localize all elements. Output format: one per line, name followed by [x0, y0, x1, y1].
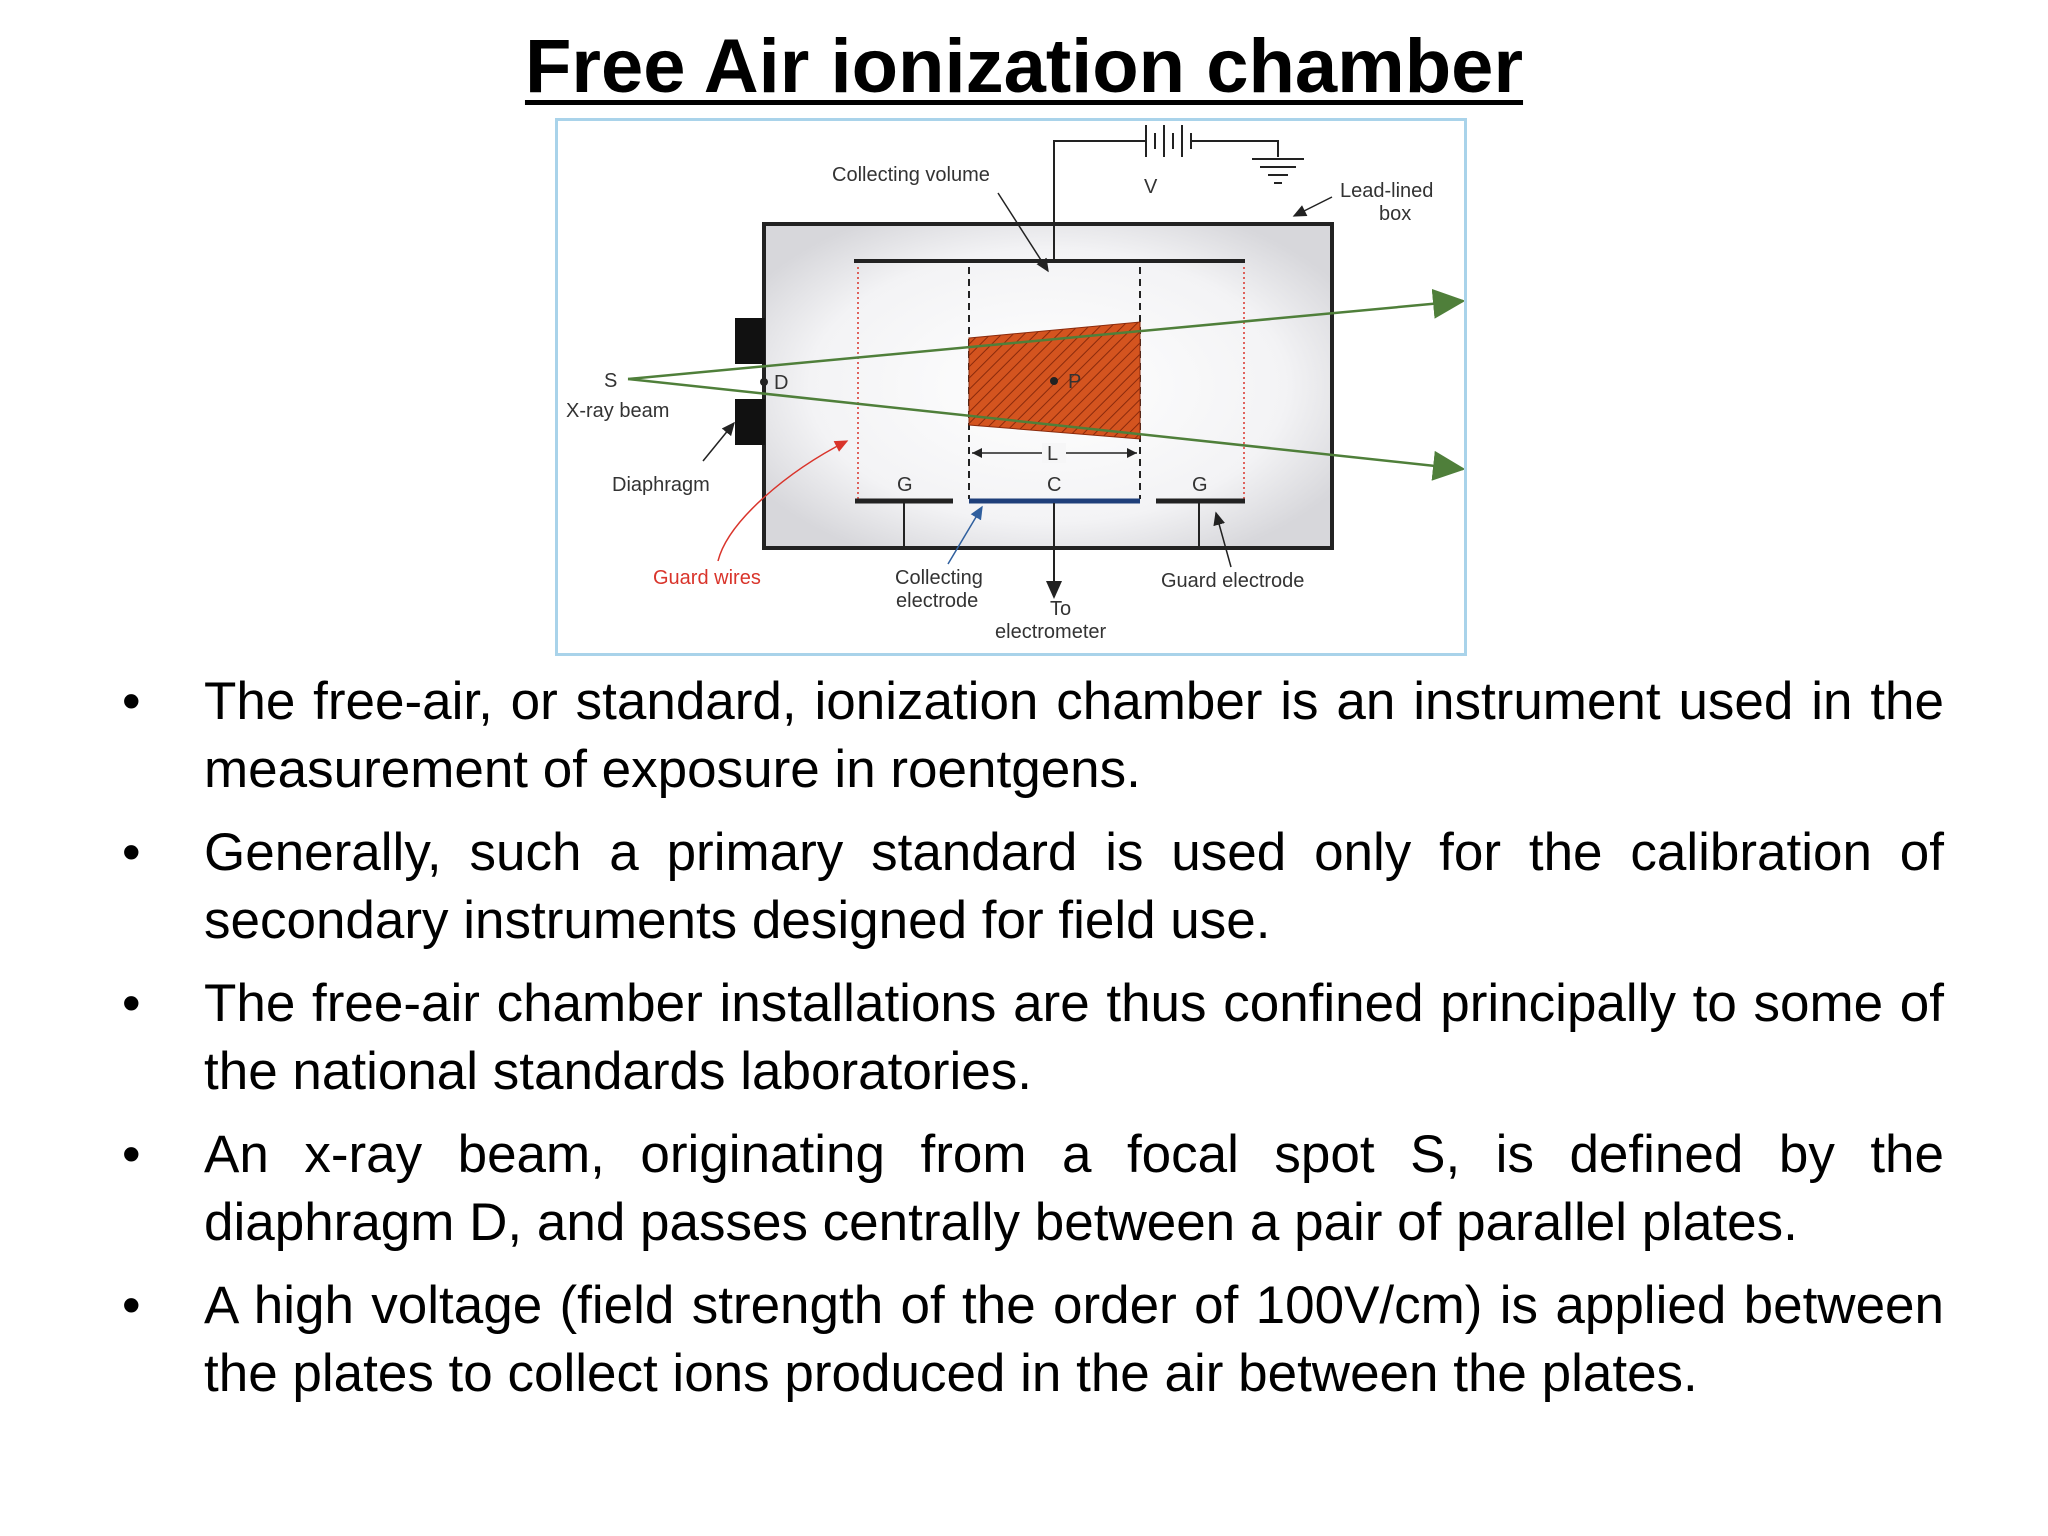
- slide-title-text: Free Air ionization chamber: [524, 24, 1524, 109]
- diagram-svg: [558, 121, 1464, 653]
- diaphragm-point-label: D: [774, 372, 789, 394]
- bullet-marker: •: [122, 974, 141, 1033]
- collecting-electrode-label-line1: Collecting: [895, 567, 983, 589]
- bullet-item: [112, 819, 1944, 955]
- to-electrometer-label-line1: To: [1050, 598, 1072, 620]
- bullet-text: The free-air, or standard, ionization chamber is an instrument used in the measurement of exposure in roentgens.: [204, 672, 1944, 799]
- slide-title: [0, 22, 2048, 112]
- guard-electrode-label: Guard electrode: [1161, 570, 1305, 592]
- bullet-marker: •: [122, 1276, 141, 1335]
- guard-right-label: G: [1192, 474, 1208, 496]
- diaphragm-point-dot: [760, 378, 768, 386]
- collecting-electrode-label-line2: electrode: [896, 590, 979, 612]
- bullet-marker: •: [122, 823, 141, 882]
- collecting-volume-label: Collecting volume: [832, 164, 990, 186]
- bullet-marker: •: [122, 1125, 141, 1184]
- point-p-dot: [1050, 377, 1058, 385]
- diaphragm-upper-block: [735, 318, 765, 364]
- bullet-text: The free-air chamber installations are thus confined principally to some of the national standards laboratories.: [204, 974, 1944, 1101]
- guard-wires-label: Guard wires: [653, 567, 761, 589]
- ground-icon: [1252, 159, 1304, 183]
- length-label: L: [1047, 443, 1059, 465]
- lead-lined-box-label-line1: Lead-lined: [1340, 180, 1434, 202]
- lead-lined-box-arrow: [1294, 197, 1332, 216]
- bullet-text: A high voltage (field strength of the order of 100V/cm) is applied between the plates to collect ions produced in the air between the plates.: [204, 1276, 1944, 1403]
- bullet-list: [112, 668, 1944, 1423]
- bullet-item: [112, 1272, 1944, 1408]
- xray-beam-label: X-ray beam: [566, 400, 670, 422]
- source-label: S: [604, 370, 618, 392]
- bullet-item: [112, 668, 1944, 804]
- guard-left-label: G: [897, 474, 913, 496]
- collector-label: C: [1047, 474, 1062, 496]
- ground-lead: [1191, 141, 1278, 157]
- bullet-item: [112, 1121, 1944, 1257]
- to-electrometer-label-line2: electrometer: [995, 621, 1107, 643]
- bullet-text: An x-ray beam, originating from a focal spot S, is defined by the diaphragm D, and passes centrally between a pair of parallel plates.: [204, 1125, 1944, 1252]
- bullet-text: Generally, such a primary standard is used only for the calibration of secondary instruments designed for field use.: [204, 823, 1944, 950]
- diaphragm-arrow: [703, 423, 734, 461]
- ionization-chamber-diagram: [555, 118, 1467, 656]
- battery-icon: [1146, 125, 1191, 157]
- bullet-marker: •: [122, 672, 141, 731]
- point-p-label: P: [1068, 371, 1082, 393]
- voltage-label: V: [1144, 176, 1158, 198]
- diaphragm-label: Diaphragm: [612, 474, 710, 496]
- bullet-item: [112, 970, 1944, 1106]
- diaphragm-lower-block: [735, 399, 765, 445]
- lead-lined-box-label-line2: box: [1379, 203, 1412, 225]
